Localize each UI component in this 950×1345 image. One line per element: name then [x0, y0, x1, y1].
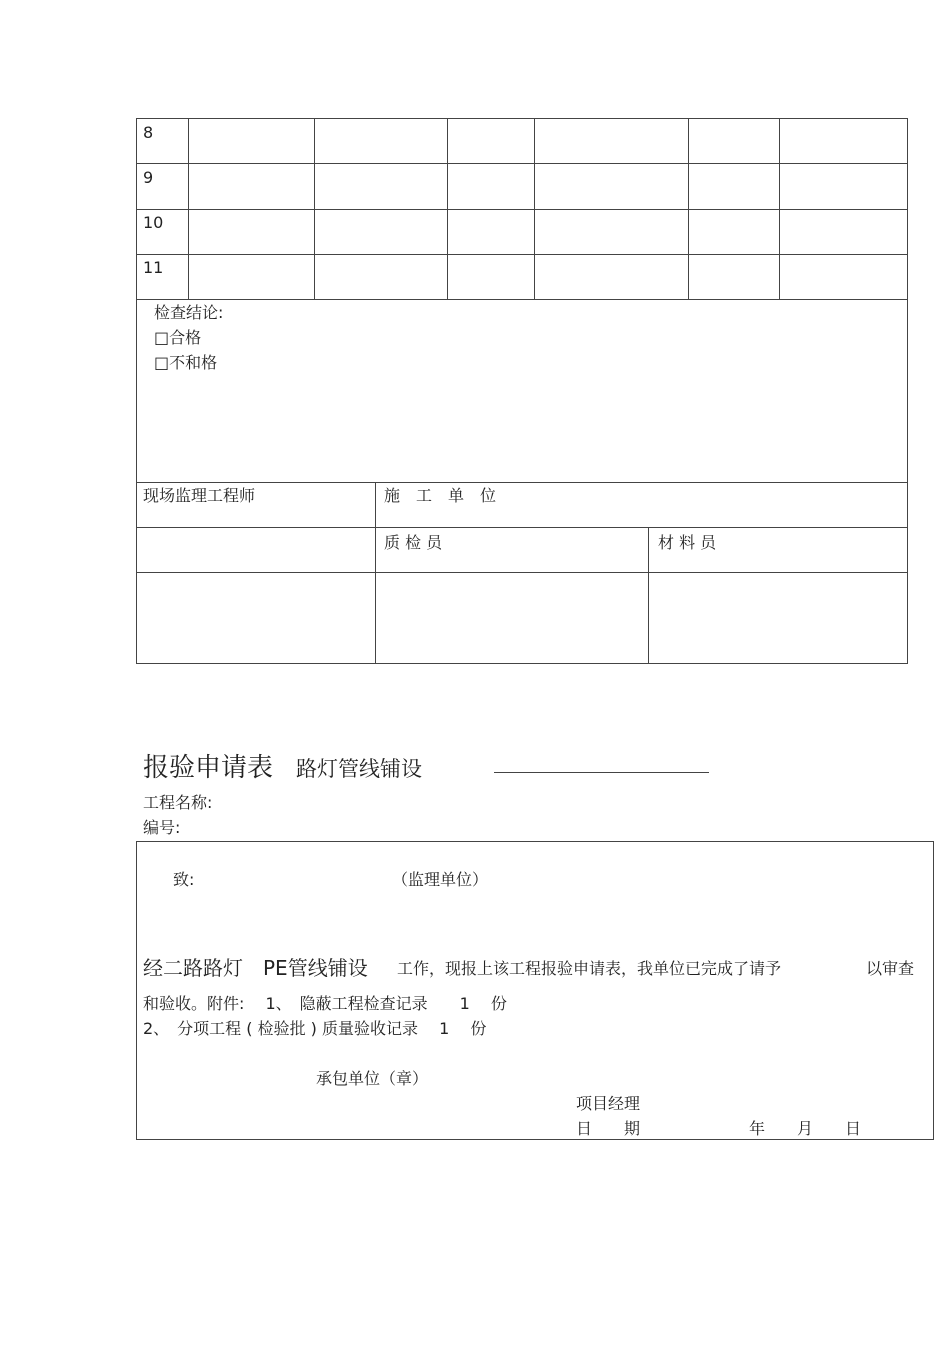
body-line2: 和验收。附件: 1、 隐蔽工程检查记录 1 份	[143, 994, 507, 1013]
col-divider	[648, 527, 649, 664]
contractor-seal: 承包单位（章）	[316, 1069, 429, 1088]
col-divider	[779, 118, 780, 299]
row-divider	[136, 527, 908, 528]
contractor-label: 施 工 单 位	[384, 486, 497, 505]
date-label: 日 期	[576, 1119, 641, 1138]
inspection-table	[136, 118, 908, 664]
col-divider	[188, 118, 189, 299]
row-number: 9	[143, 168, 154, 187]
row-divider	[136, 299, 908, 300]
form-subtitle: 路灯管线铺设	[296, 757, 422, 781]
col-divider	[314, 118, 315, 299]
option-fail: □不和格	[154, 353, 218, 372]
row-divider	[136, 163, 908, 164]
qc-label: 质 检 员	[384, 533, 443, 552]
col-divider	[534, 118, 535, 299]
body-line1: 工作，现报上该工程报验申请表，我单位已完成了请予	[397, 959, 782, 978]
form-title: 报验申请表	[143, 753, 274, 783]
row-divider	[136, 209, 908, 210]
title-underline	[494, 772, 709, 773]
supervisor-label: 现场监理工程师	[143, 486, 256, 505]
to-label: 致:	[173, 870, 195, 889]
day-label: 日	[845, 1119, 862, 1138]
row-number: 11	[143, 258, 164, 277]
row-divider	[136, 482, 908, 483]
conclusion-label: 检查结论:	[154, 303, 224, 322]
option-pass: □合格	[154, 328, 202, 347]
number-label: 编号:	[143, 818, 181, 837]
application-box	[136, 841, 934, 1140]
work-name: 经二路路灯 PE管线铺设	[143, 956, 368, 980]
supervision-unit: （监理单位）	[392, 870, 489, 889]
material-label: 材 料 员	[658, 533, 717, 552]
body-line1-tail: 以审查	[866, 959, 915, 978]
year-label: 年	[749, 1119, 766, 1138]
row-divider	[136, 254, 908, 255]
col-divider	[375, 482, 376, 664]
row-number: 10	[143, 213, 164, 232]
project-name-label: 工程名称:	[143, 793, 213, 812]
row-number: 8	[143, 123, 154, 142]
month-label: 月	[797, 1119, 814, 1138]
row-divider	[136, 572, 908, 573]
project-manager: 项目经理	[576, 1094, 641, 1113]
col-divider	[688, 118, 689, 299]
body-line3: 2、 分项工程 ( 检验批 ) 质量验收记录 1 份	[143, 1019, 487, 1038]
col-divider	[447, 118, 448, 299]
